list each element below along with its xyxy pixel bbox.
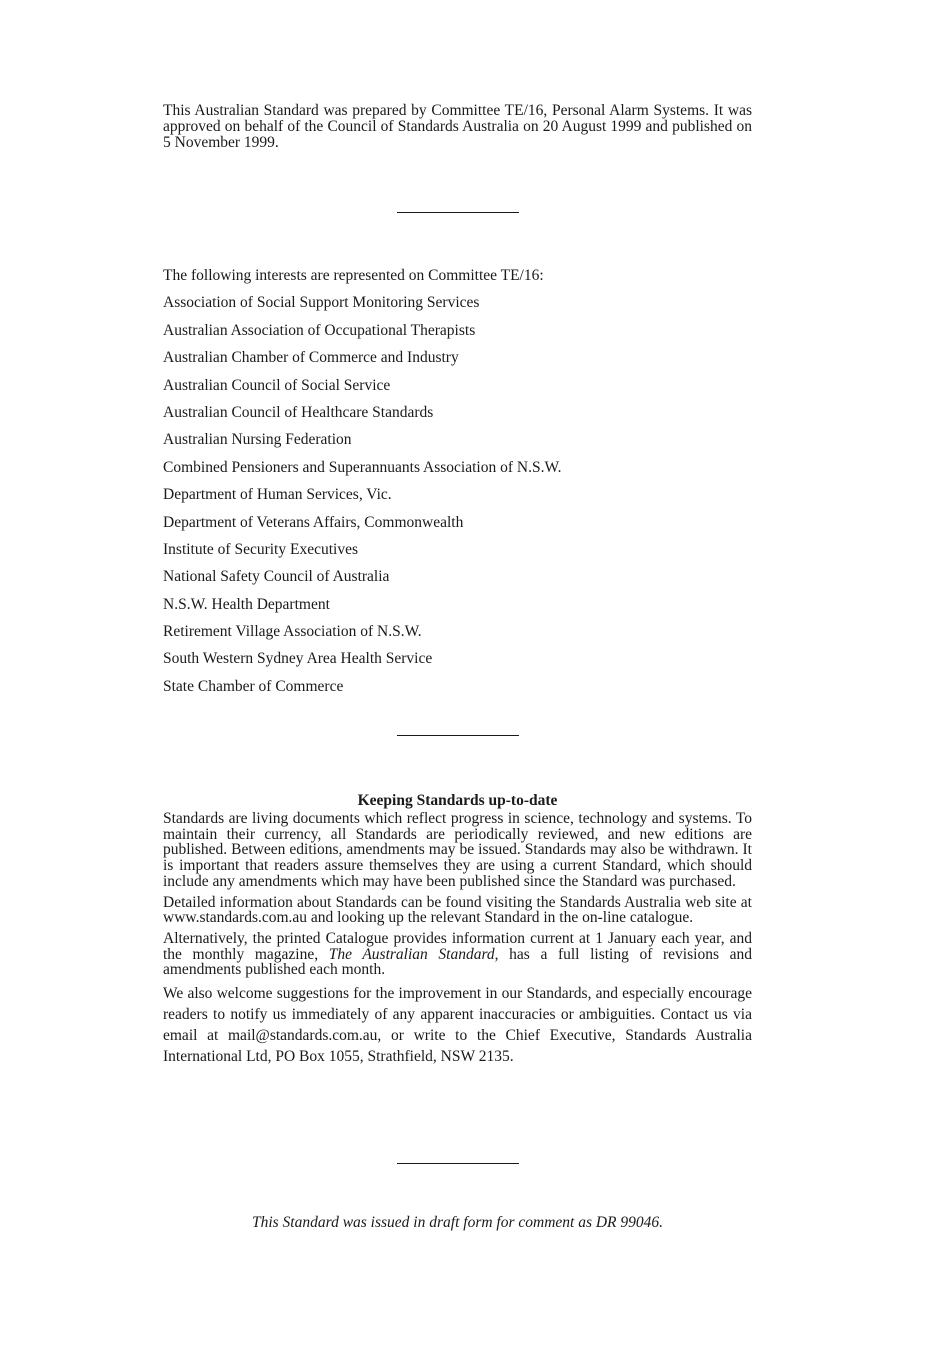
committee-member: Department of Veterans Affairs, Commonwealth xyxy=(163,513,464,531)
committee-member: Australian Nursing Federation xyxy=(163,431,352,449)
committee-member: Australian Association of Occupational Therapists xyxy=(163,321,476,339)
committee-member-list xyxy=(163,287,752,698)
keeping-paragraph-1: Standards are living documents which reflect progress in science, technology and systems. To maintain their currency, all Standards are periodically reviewed, and new editions are published. Between editions, amendments may be issued. Standards may also be withdrawn. It is important that readers assure themselves they are using a current Standard, which should include any amendments which may have been published since the Standard was purchased. xyxy=(163,810,752,890)
committee-member: Association of Social Support Monitoring Services xyxy=(163,294,480,312)
committee-member: Australian Council of Social Service xyxy=(163,376,391,394)
committee-member: State Chamber of Commerce xyxy=(163,677,344,695)
draft-note: This Standard was issued in draft form for comment as DR 99046. xyxy=(251,1214,664,1231)
committee-member: N.S.W. Health Department xyxy=(163,595,330,613)
committee-member: Australian Council of Healthcare Standards xyxy=(163,403,434,421)
keeping-paragraph-2: Detailed information about Standards can be found visiting the Standards Australia web site at www.standards.com.au and looking up the relevant Standard in the on-line catalogue. xyxy=(163,893,752,927)
p3-text-end: , has a full listing of revisions and amendments published each month. xyxy=(163,945,752,979)
divider-rule xyxy=(397,735,519,736)
committee-member: Combined Pensioners and Superannuants Association of N.S.W. xyxy=(163,458,562,476)
keeping-up-to-date-section xyxy=(163,791,752,1072)
committee-section xyxy=(163,265,752,698)
p3-text-start: Alternatively, the printed Catalogue provides information current at 1 January each year, and the monthly magazine, xyxy=(163,929,752,963)
divider-rule xyxy=(397,1163,519,1164)
intro-paragraph: This Australian Standard was prepared by Committee TE/16, Personal Alarm Systems. It was approved on behalf of the Council of Standards Australia on 20 August 1999 and published on 5 November 1999. xyxy=(163,102,752,151)
section-title: Keeping Standards up-to-date xyxy=(357,792,558,809)
keeping-paragraph-3 xyxy=(163,931,752,978)
keeping-paragraph-4: We also welcome suggestions for the improvement in our Standards, and especially encourage readers to notify us immediately of any apparent inaccuracies or ambiguities. Contact us via email at mail@standards.com.au, or write to the Chief Executive, Standards Australia International Ltd, PO Box 1055, Strathfield, NSW 2135. xyxy=(163,985,752,1066)
committee-member: Department of Human Services, Vic. xyxy=(163,486,392,504)
magazine-title: The Australian Standard xyxy=(328,945,495,963)
committee-member: South Western Sydney Area Health Service xyxy=(163,650,433,668)
committee-heading: The following interests are represented on Committee TE/16: xyxy=(163,267,544,284)
divider-rule xyxy=(397,212,519,213)
committee-member: National Safety Council of Australia xyxy=(163,568,390,586)
committee-member: Australian Chamber of Commerce and Industry xyxy=(163,349,459,367)
committee-member: Retirement Village Association of N.S.W. xyxy=(163,623,422,641)
committee-member: Institute of Security Executives xyxy=(163,540,358,558)
